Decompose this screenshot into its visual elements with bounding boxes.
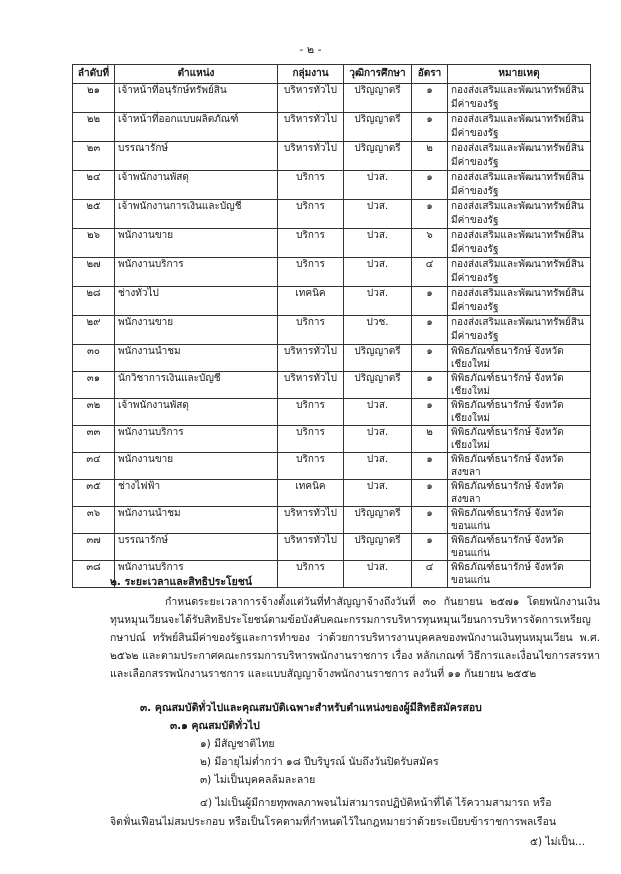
cell-rate: ๒ <box>412 142 448 171</box>
cell-no: ๓๖ <box>73 507 115 534</box>
cell-education: ปวช. <box>344 316 412 345</box>
cell-education: ปวส. <box>344 287 412 316</box>
cell-note: พิพิธภัณฑ์ธนารักษ์ จังหวัดเชียงใหม่ <box>448 399 591 426</box>
cell-no: ๓๕ <box>73 480 115 507</box>
table-row <box>73 345 591 372</box>
cell-rate: ๑ <box>412 316 448 345</box>
cell-note: กองส่งเสริมและพัฒนาทรัพย์สิน มีค่าของรัฐ <box>448 200 591 229</box>
cell-note: กองส่งเสริมและพัฒนาทรัพย์สิน มีค่าของรัฐ <box>448 142 591 171</box>
table-body <box>73 84 591 588</box>
cell-no: ๓๗ <box>73 534 115 561</box>
cell-no: ๓๑ <box>73 372 115 399</box>
cell-rate: ๔ <box>412 258 448 287</box>
cell-education: ปวส. <box>344 453 412 480</box>
cell-group: บริการ <box>278 426 344 453</box>
cell-position: เจ้าหน้าที่ออกแบบผลิตภัณฑ์ <box>115 113 278 142</box>
cell-note: กองส่งเสริมและพัฒนาทรัพย์สิน มีค่าของรัฐ <box>448 287 591 316</box>
cell-position: พนักงานขาย <box>115 229 278 258</box>
cell-note: พิพิธภัณฑ์ธนารักษ์ จังหวัดเชียงใหม่ <box>448 426 591 453</box>
qualification-item-4-line1: ๔) ไม่เป็นผู้มีกายทุพพลภาพจนไม่สามารถปฏิบัติหน้าที่ได้ ไร้ความสามารถ หรือ <box>200 797 552 809</box>
cell-note: พิพิธภัณฑ์ธนารักษ์ จังหวัดเชียงใหม่ <box>448 372 591 399</box>
cell-rate: ๖ <box>412 229 448 258</box>
cell-group: บริหารทั่วไป <box>278 534 344 561</box>
cell-position: บรรณารักษ์ <box>115 142 278 171</box>
cell-education: ปวส. <box>344 399 412 426</box>
cell-rate: ๔ <box>412 561 448 588</box>
cell-rate: ๑ <box>412 200 448 229</box>
cell-no: ๒๕ <box>73 200 115 229</box>
cell-note: พิพิธภัณฑ์ธนารักษ์ จังหวัดขอนแก่น <box>448 507 591 534</box>
positions-table <box>72 64 591 588</box>
cell-group: บริการ <box>278 200 344 229</box>
cell-position: พนักงานบริการ <box>115 258 278 287</box>
cell-position: ช่างไฟฟ้า <box>115 480 278 507</box>
qualification-item-2: ๒) มีอายุไม่ต่ำกว่า ๑๘ ปีบริบูรณ์ นับถึงวันปิดรับสมัคร <box>200 756 439 768</box>
cell-no: ๒๗ <box>73 258 115 287</box>
cell-note: กองส่งเสริมและพัฒนาทรัพย์สิน มีค่าของรัฐ <box>448 229 591 258</box>
cell-no: ๒๙ <box>73 316 115 345</box>
cell-group: บริการ <box>278 229 344 258</box>
cell-group: บริการ <box>278 561 344 588</box>
cell-education: ปวส. <box>344 561 412 588</box>
table-row <box>73 171 591 200</box>
cell-group: บริหารทั่วไป <box>278 372 344 399</box>
table-row <box>73 534 591 561</box>
section2-body: กำหนดระยะเวลาการจ้างตั้งแต่วันที่ทำสัญญาจ้างถึงวันที่ ๓๐ กันยายน ๒๕๗๑ โดยพนักงานเงินทุนหมุนเวียนจะได้รับสิทธิประโยชน์ตามข้อบังคับคณะกรรมการบริหารทุนหมุนเวียนการบริหารจัดการเหรียญกษาปณ์ ทรัพย์สินมีค่าของรัฐและการทำของ ว่าด้วยการบริหารงานบุคคลของพนักงานเงินทุนหมุนเวียน พ.ศ. ๒๕๖๒ และตามประกาศคณะกรรมการบริหารพนักงานราชการ เรื่อง หลักเกณฑ์ วิธีการและเงื่อนไขการสรรหาและเลือกสรรพนักงานราชการ และแบบสัญญาจ้างพนักงานราชการ ลงวันที่ ๑๑ กันยายน ๒๕๕๒ <box>110 596 600 680</box>
cell-rate: ๑ <box>412 113 448 142</box>
cell-no: ๒๖ <box>73 229 115 258</box>
cell-education: ปวส. <box>344 480 412 507</box>
cell-note: กองส่งเสริมและพัฒนาทรัพย์สิน มีค่าของรัฐ <box>448 113 591 142</box>
table-row <box>73 258 591 287</box>
cell-note: พิพิธภัณฑ์ธนารักษ์ จังหวัดขอนแก่น <box>448 561 591 588</box>
cell-no: ๓๐ <box>73 345 115 372</box>
cell-position: พนักงานบริการ <box>115 561 278 588</box>
cell-group: บริหารทั่วไป <box>278 142 344 171</box>
cell-no: ๓๓ <box>73 426 115 453</box>
cell-position: เจ้าพนักงานพัสดุ <box>115 171 278 200</box>
cell-rate: ๑ <box>412 507 448 534</box>
cell-rate: ๑ <box>412 84 448 113</box>
qualification-item-1: ๑) มีสัญชาติไทย <box>200 738 275 750</box>
cell-position: พนักงานขาย <box>115 316 278 345</box>
qualification-item-3: ๓) ไม่เป็นบุคคลล้มละลาย <box>200 774 316 786</box>
header-rate: อัตรา <box>412 65 448 84</box>
cell-note: กองส่งเสริมและพัฒนาทรัพย์สิน มีค่าของรัฐ <box>448 258 591 287</box>
cell-group: เทคนิค <box>278 287 344 316</box>
table-row <box>73 287 591 316</box>
cell-no: ๓๘ <box>73 561 115 588</box>
table-row <box>73 507 591 534</box>
cell-group: เทคนิค <box>278 480 344 507</box>
cell-education: ปวส. <box>344 426 412 453</box>
cell-position: พนักงานนำชม <box>115 345 278 372</box>
table-row <box>73 372 591 399</box>
cell-education: ปวส. <box>344 258 412 287</box>
cell-no: ๒๑ <box>73 84 115 113</box>
cell-group: บริหารทั่วไป <box>278 113 344 142</box>
cell-education: ปวส. <box>344 171 412 200</box>
cell-no: ๓๔ <box>73 453 115 480</box>
cell-group: บริการ <box>278 258 344 287</box>
cell-position: เจ้าพนักงานการเงินและบัญชี <box>115 200 278 229</box>
cell-rate: ๑ <box>412 287 448 316</box>
cell-group: บริหารทั่วไป <box>278 507 344 534</box>
cell-position: บรรณารักษ์ <box>115 534 278 561</box>
cell-no: ๒๘ <box>73 287 115 316</box>
header-position: ตำแหน่ง <box>115 65 278 84</box>
table-row <box>73 399 591 426</box>
cell-note: กองส่งเสริมและพัฒนาทรัพย์สิน มีค่าของรัฐ <box>448 84 591 113</box>
qualification-item-4-line2: จิตฟั่นเฟือนไม่สมประกอบ หรือเป็นโรคตามที่กำหนดไว้ในกฎหมายว่าด้วยระเบียบข้าราชการพลเรือน <box>110 816 557 828</box>
cell-group: บริการ <box>278 453 344 480</box>
cell-position: เจ้าพนักงานพัสดุ <box>115 399 278 426</box>
cell-note: พิพิธภัณฑ์ธนารักษ์ จังหวัดขอนแก่น <box>448 534 591 561</box>
cell-rate: ๑ <box>412 399 448 426</box>
cell-position: นักวิชาการเงินและบัญชี <box>115 372 278 399</box>
cell-position: ช่างทั่วไป <box>115 287 278 316</box>
header-no: ลำดับที่ <box>73 65 115 84</box>
table-header-row <box>73 65 591 84</box>
cell-education: ปริญญาตรี <box>344 534 412 561</box>
cell-rate: ๒ <box>412 426 448 453</box>
table-row <box>73 142 591 171</box>
table-row <box>73 84 591 113</box>
section3-title: ๓. คุณสมบัติทั่วไปและคุณสมบัติเฉพาะสำหรับตำแหน่งของผู้มีสิทธิสมัครสอบ <box>140 702 482 714</box>
table-row <box>73 316 591 345</box>
table-row <box>73 453 591 480</box>
cell-education: ปริญญาตรี <box>344 113 412 142</box>
cell-group: บริหารทั่วไป <box>278 345 344 372</box>
cell-position: พนักงานนำชม <box>115 507 278 534</box>
section2-title: ๒. ระยะเวลาและสิทธิประโยชน์ <box>110 576 253 588</box>
cell-no: ๒๒ <box>73 113 115 142</box>
header-education: วุฒิการศึกษา <box>344 65 412 84</box>
cell-note: กองส่งเสริมและพัฒนาทรัพย์สิน มีค่าของรัฐ <box>448 171 591 200</box>
cell-rate: ๑ <box>412 453 448 480</box>
cell-education: ปวส. <box>344 229 412 258</box>
cell-note: พิพิธภัณฑ์ธนารักษ์ จังหวัดเชียงใหม่ <box>448 345 591 372</box>
cell-rate: ๑ <box>412 480 448 507</box>
cell-note: พิพิธภัณฑ์ธนารักษ์ จังหวัดสงขลา <box>448 480 591 507</box>
cell-education: ปริญญาตรี <box>344 84 412 113</box>
cell-no: ๒๔ <box>73 171 115 200</box>
cell-no: ๒๓ <box>73 142 115 171</box>
cell-position: เจ้าหน้าที่อนุรักษ์ทรัพย์สิน <box>115 84 278 113</box>
cell-rate: ๑ <box>412 171 448 200</box>
cell-education: ปริญญาตรี <box>344 142 412 171</box>
header-group: กลุ่มงาน <box>278 65 344 84</box>
continued-marker: ๕) ไม่เป็น... <box>530 836 586 848</box>
cell-group: บริการ <box>278 316 344 345</box>
table-row <box>73 426 591 453</box>
cell-group: บริหารทั่วไป <box>278 84 344 113</box>
page-number: - ๒ - <box>299 43 322 56</box>
cell-rate: ๑ <box>412 345 448 372</box>
cell-rate: ๑ <box>412 534 448 561</box>
table-row <box>73 480 591 507</box>
cell-position: พนักงานบริการ <box>115 426 278 453</box>
cell-rate: ๑ <box>412 372 448 399</box>
table-row <box>73 200 591 229</box>
cell-position: พนักงานขาย <box>115 453 278 480</box>
cell-note: พิพิธภัณฑ์ธนารักษ์ จังหวัดสงขลา <box>448 453 591 480</box>
cell-group: บริการ <box>278 399 344 426</box>
table-row <box>73 229 591 258</box>
cell-education: ปริญญาตรี <box>344 372 412 399</box>
section3-subtitle: ๓.๑ คุณสมบัติทั่วไป <box>170 720 260 732</box>
cell-no: ๓๒ <box>73 399 115 426</box>
header-note: หมายเหตุ <box>448 65 591 84</box>
cell-education: ปริญญาตรี <box>344 345 412 372</box>
table-row <box>73 113 591 142</box>
cell-education: ปวส. <box>344 200 412 229</box>
cell-group: บริการ <box>278 171 344 200</box>
cell-note: กองส่งเสริมและพัฒนาทรัพย์สิน มีค่าของรัฐ <box>448 316 591 345</box>
cell-education: ปริญญาตรี <box>344 507 412 534</box>
